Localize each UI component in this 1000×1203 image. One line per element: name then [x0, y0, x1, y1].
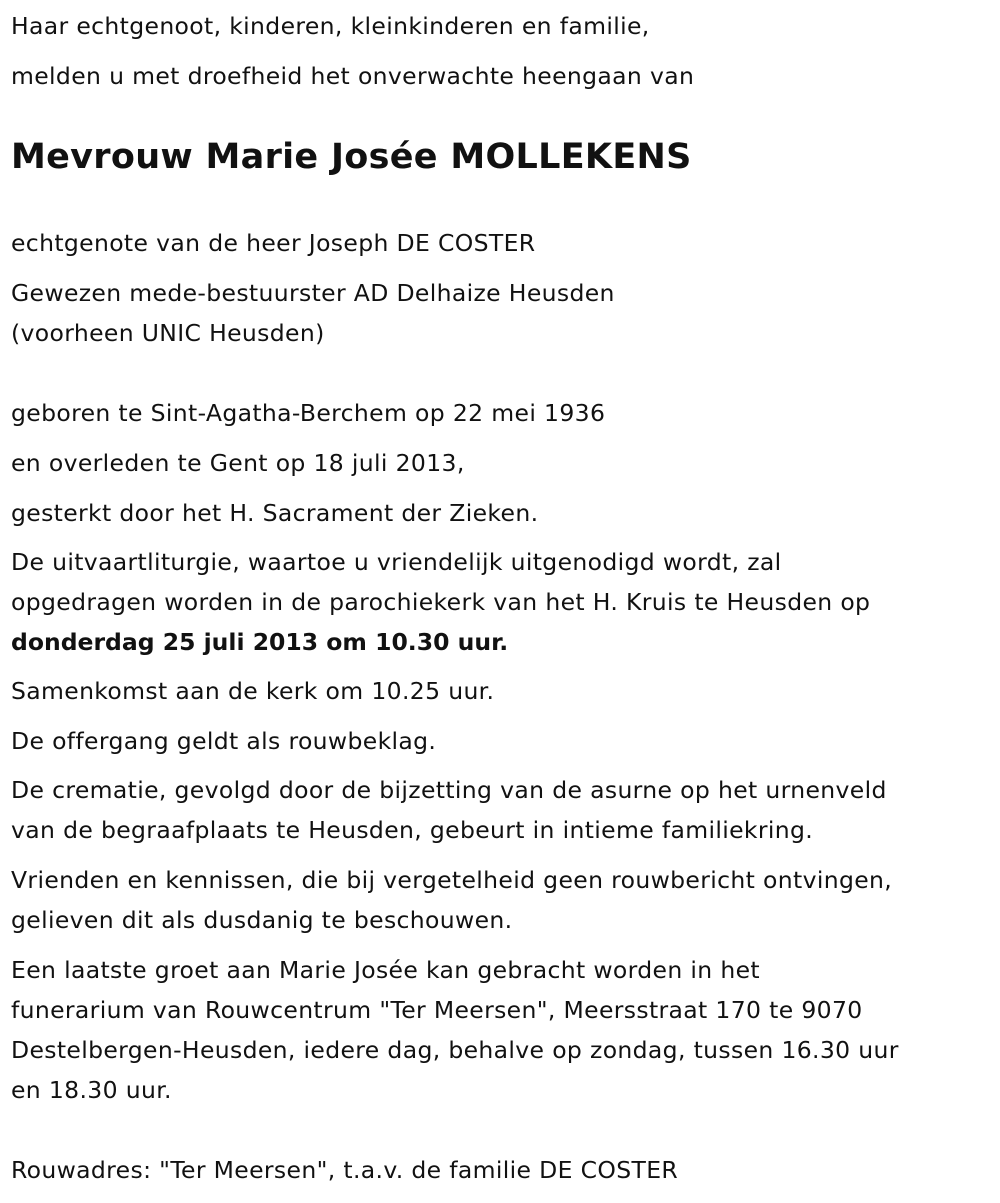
cremation-line-2: van de begraafplaats te Heusden, gebeurt in intieme familiekring. [11, 816, 814, 844]
funeral-line-1: De uitvaartliturgie, waartoe u vriendelijk uitgenodigd wordt, zal [11, 548, 782, 576]
deceased-name: Mevrouw Marie Josée MOLLEKENS [11, 137, 692, 177]
intro-line-2: melden u met droefheid het onverwachte heengaan van [11, 62, 695, 90]
visitation-line-4: en 18.30 uur. [11, 1076, 172, 1104]
visitation-line-3: Destelbergen-Heusden, iedere dag, behalve op zondag, tussen 16.30 uur [11, 1036, 899, 1064]
visitation-line-1: Een laatste groet aan Marie Josée kan gebracht worden in het [11, 956, 760, 984]
cremation-line-1: De crematie, gevolgd door de bijzetting van de asurne op het urnenveld [11, 776, 887, 804]
mourning-address: Rouwadres: "Ter Meersen", t.a.v. de familie DE COSTER [11, 1156, 679, 1184]
funeral-datetime: donderdag 25 juli 2013 om 10.30 uur. [11, 628, 509, 656]
death-line: en overleden te Gent op 18 juli 2013, [11, 449, 465, 477]
intro-line-1: Haar echtgenoot, kinderen, kleinkinderen en familie, [11, 12, 650, 40]
birth-line: geboren te Sint-Agatha-Berchem op 22 mei 1936 [11, 399, 606, 427]
sacrament-line: gesterkt door het H. Sacrament der Zieken. [11, 499, 539, 527]
friends-notice-line-1: Vrienden en kennissen, die bij vergetelheid geen rouwbericht ontvingen, [11, 866, 893, 894]
visitation-line-2: funerarium van Rouwcentrum "Ter Meersen", Meersstraat 170 te 9070 [11, 996, 863, 1024]
gathering-line: Samenkomst aan de kerk om 10.25 uur. [11, 677, 495, 705]
occupation-line-1: Gewezen mede-bestuurster AD Delhaize Heusden [11, 279, 615, 307]
offering-line: De offergang geldt als rouwbeklag. [11, 727, 437, 755]
spouse-line: echtgenote van de heer Joseph DE COSTER [11, 229, 536, 257]
friends-notice-line-2: gelieven dit als dusdanig te beschouwen. [11, 906, 513, 934]
funeral-line-2: opgedragen worden in de parochiekerk van het H. Kruis te Heusden op [11, 588, 871, 616]
occupation-line-2: (voorheen UNIC Heusden) [11, 319, 325, 347]
